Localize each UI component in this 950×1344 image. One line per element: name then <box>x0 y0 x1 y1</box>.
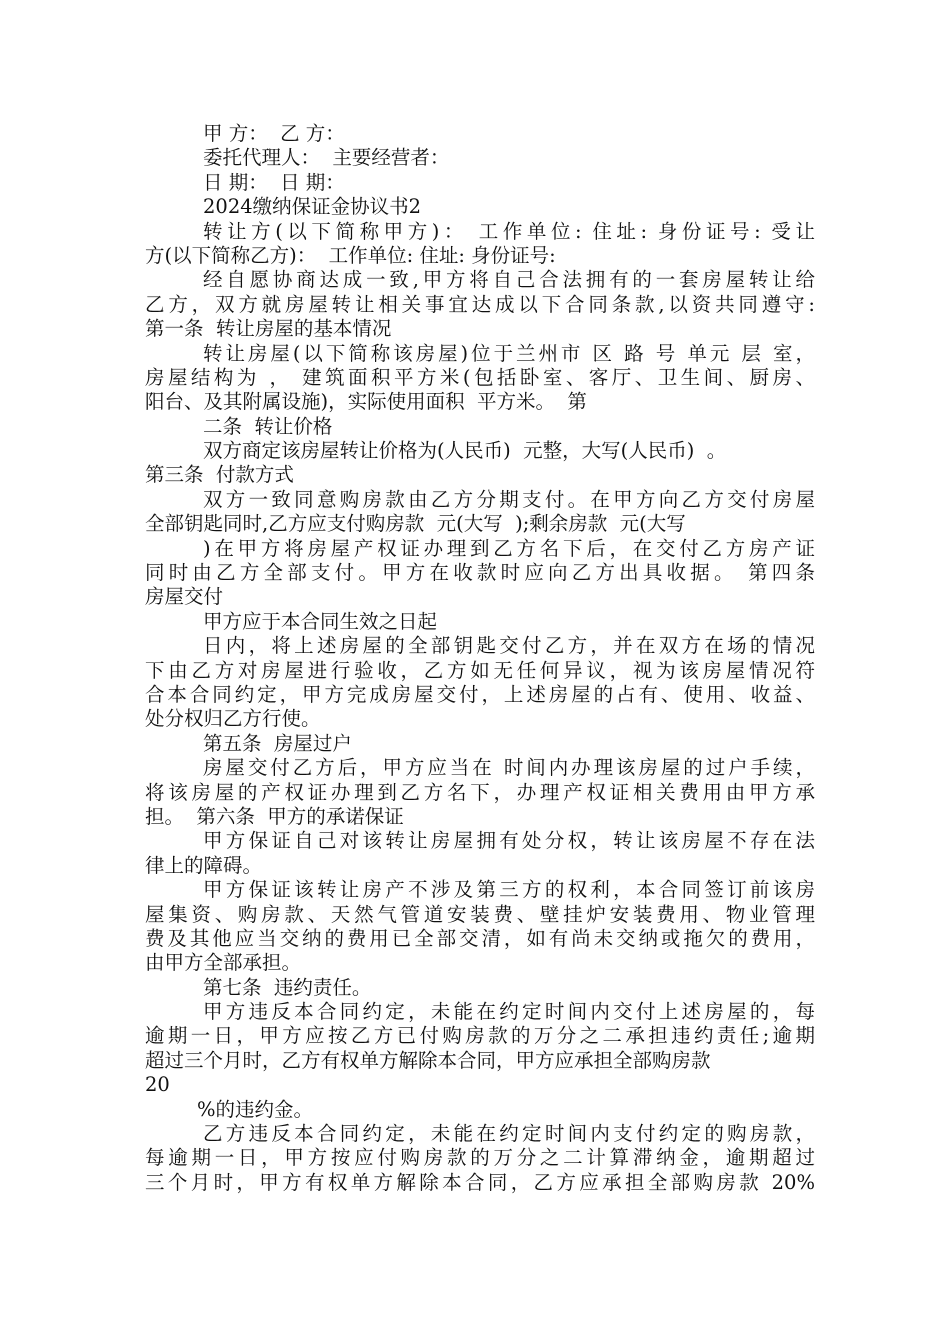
text-line: 甲方应于本合同生效之日起 <box>203 609 438 633</box>
text-line: 第五条 房屋过户 <box>203 731 352 755</box>
text-line: 乙方违反本合同约定，未能在约定时间内支付约定的购房款， <box>203 1122 815 1146</box>
text-line: 超过三个月时，乙方有权单方解除本合同，甲方应承担全部购房款 <box>145 1048 711 1072</box>
text-line: 双方商定该房屋转让价格为(人民币) 元整，大写(人民币) 。 <box>203 439 727 463</box>
text-line: 乙方，双方就房屋转让相关事宜达成以下合同条款,以资共同遵守: <box>145 292 815 316</box>
text-line: 经自愿协商达成一致,甲方将自己合法拥有的一套房屋转让给 <box>203 268 815 292</box>
text-line: 20 <box>145 1073 170 1097</box>
text-line: 逾期一日，甲方应按乙方已付购房款的万分之二承担违约责任;逾期 <box>145 1024 815 1048</box>
text-line: 费及其他应当交纳的费用已全部交清，如有尚未交纳或拖欠的费用， <box>145 926 815 950</box>
text-line: 房屋交付 <box>145 585 224 609</box>
text-line: 律上的障碍。 <box>145 853 263 877</box>
text-line: 下由乙方对房屋进行验收，乙方如无任何异议，视为该房屋情况符 <box>145 658 815 682</box>
text-line: 阳台、及其附属设施)，实际使用面积 平方米。 第 <box>145 390 587 414</box>
text-line: 二条 转让价格 <box>203 414 333 438</box>
text-line: 甲方违反本合同约定，未能在约定时间内交付上述房屋的，每 <box>203 1000 815 1024</box>
text-line: 全部钥匙同时,乙方应支付购房款 元(大写 );剩余房款 元(大写 <box>145 512 686 536</box>
text-line: 第一条 转让房屋的基本情况 <box>145 317 392 341</box>
text-line: 房屋交付乙方后，甲方应当在 时间内办理该房屋的过户手续， <box>203 756 815 780</box>
text-line: 转让方(以下简称甲方)： 工作单位: 住址: 身份证号: 受让 <box>203 219 815 243</box>
text-line: 同时由乙方全部支付。甲方在收款时应向乙方出具收据。 第四条 <box>145 561 815 585</box>
text-line: 由甲方全部承担。 <box>145 951 302 975</box>
text-line: 甲方保证自己对该转让房屋拥有处分权，转让该房屋不存在法 <box>203 829 815 853</box>
text-line: 2024缴纳保证金协议书2 <box>203 195 422 219</box>
text-line: 屋集资、购房款、天然气管道安装费、壁挂炉安装费用、物业管理 <box>145 902 815 926</box>
text-line: 第三条 付款方式 <box>145 463 294 487</box>
text-line: 双方一致同意购房款由乙方分期支付。在甲方向乙方交付房屋 <box>203 487 815 511</box>
text-line: 甲方保证该转让房产不涉及第三方的权利，本合同签订前该房 <box>203 878 815 902</box>
text-line: 三个月时，甲方有权单方解除本合同，乙方应承担全部购房款 20% <box>145 1170 815 1194</box>
text-line: 方(以下简称乙方)： 工作单位: 住址: 身份证号: <box>145 243 556 267</box>
text-line: 第七条 违约责任。 <box>203 975 372 999</box>
text-line: 房屋结构为 ， 建筑面积平方米(包括卧室、客厅、卫生间、厨房、 <box>145 365 815 389</box>
text-line: 甲 方： 乙 方： <box>203 122 345 145</box>
text-line: 委托代理人： 主要经营者： <box>203 146 450 170</box>
text-line: 担。 第六条 甲方的承诺保证 <box>145 804 404 828</box>
text-line: 日内，将上述房屋的全部钥匙交付乙方，并在双方在场的情况 <box>203 634 815 658</box>
text-line: 转让房屋(以下简称该房屋)位于兰州市 区 路 号 单元 层 室， <box>203 341 815 365</box>
text-line: )在甲方将房屋产权证办理到乙方名下后，在交付乙方房产证 <box>203 536 815 560</box>
text-line: 日 期： 日 期： <box>203 170 345 194</box>
text-line: 合本合同约定，甲方完成房屋交付，上述房屋的占有、使用、收益、 <box>145 682 815 706</box>
text-line: 每逾期一日，甲方按应付购房款的万分之二计算滞纳金，逾期超过 <box>145 1146 815 1170</box>
text-line: %的违约金。 <box>197 1097 314 1121</box>
document-page <box>145 122 815 1195</box>
text-line: 将该房屋的产权证办理到乙方名下，办理产权证相关费用由甲方承 <box>145 780 815 804</box>
text-line: 处分权归乙方行使。 <box>145 707 321 731</box>
